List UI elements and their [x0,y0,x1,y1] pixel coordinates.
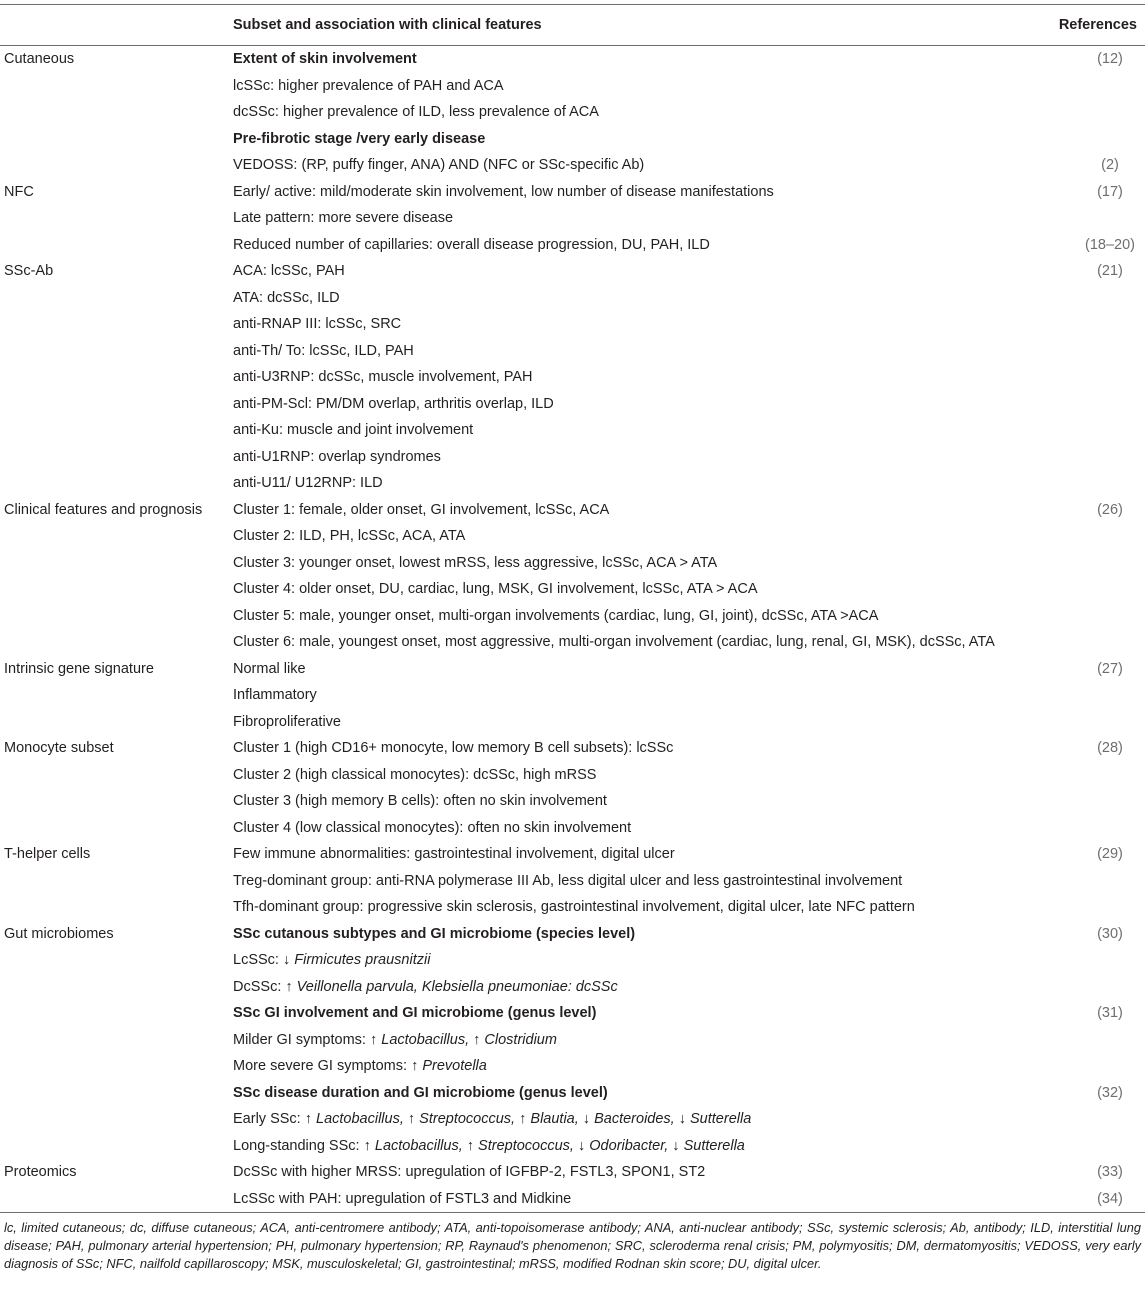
table-row [0,523,1145,550]
table-row [0,391,1145,418]
subset-cell [229,868,1045,895]
table-row [0,73,1145,100]
reference-cell [1045,682,1145,709]
subset-text: Tfh-dominant group: progressive skin sclerosis, gastrointestinal involvement, digital ulcer, late NFC pattern [233,899,915,916]
table-row [0,974,1145,1001]
subset-text: Cluster 1: female, older onset, GI involvement, lcSSc, ACA [233,501,610,518]
category-cell [0,1106,229,1133]
subset-text: Normal like [233,660,306,677]
subset-cell [229,894,1045,921]
category-cell [0,682,229,709]
header-subset: Subset and association with clinical features [229,5,1045,46]
subset-text: ↑ [403,1111,420,1128]
category-cell [0,576,229,603]
subset-text: Few immune abnormalities: gastrointestinal involvement, digital ulcer [233,846,675,863]
category-cell [0,364,229,391]
subset-cell [229,391,1045,418]
table-row [0,470,1145,497]
reference-cell [1045,603,1145,630]
category-cell [0,709,229,736]
subset-cell [229,603,1045,630]
subset-text: Cluster 3: younger onset, lowest mRSS, less aggressive, lcSSc, ACA > ATA [233,554,718,571]
header-row [0,5,1145,46]
category-cell: Gut microbiomes [4,925,114,942]
table-row [0,205,1145,232]
reference-cell [1045,126,1145,153]
subset-text: ACA: lcSSc, PAH [233,263,345,280]
table-row [0,868,1145,895]
table-row [0,841,1145,868]
subset-cell [229,656,1045,683]
category-cell [0,391,229,418]
taxon-text: Odoribacter, [589,1137,669,1154]
subset-cell [229,179,1045,206]
table-row [0,1000,1145,1027]
subset-text: Late pattern: more severe disease [233,210,454,227]
category-cell: Cutaneous [4,51,75,68]
reference-cell [1045,947,1145,974]
category-cell: Proteomics [4,1164,77,1181]
reference-cell: (18–20) [1085,236,1135,253]
reference-cell [1045,1027,1145,1054]
table-row [0,629,1145,656]
reference-cell [1045,364,1145,391]
table-row [0,894,1145,921]
table-row [0,46,1145,73]
subset-text: Early SSc: ↑ [233,1111,316,1128]
subset-text: Treg-dominant group: anti-RNA polymerase III Ab, less digital ulcer and less gastrointestinal involvement [233,872,903,889]
subset-cell [229,99,1045,126]
taxon-text: Clostridium [484,1031,557,1048]
category-cell [0,205,229,232]
reference-cell [1045,550,1145,577]
header-references: References [1045,5,1145,46]
category-cell [0,338,229,365]
reference-cell [1045,1106,1145,1133]
subset-cell [229,815,1045,842]
subset-text: Cluster 4: older onset, DU, cardiac, lung, MSK, GI involvement, lcSSc, ATA > ACA [233,581,758,598]
reference-cell [1045,894,1145,921]
subset-cell [229,152,1045,179]
subset-text: Inflammatory [233,687,317,704]
subset-cell [229,470,1045,497]
reference-cell [1045,285,1145,312]
subset-text: ↓ [573,1137,590,1154]
subset-text: DcSSc with higher MRSS: upregulation of IGFBP-2, FSTL3, SPON1, ST2 [233,1164,706,1181]
subset-cell [229,205,1045,232]
table-row [0,444,1145,471]
subset-text: anti-RNAP III: lcSSc, SRC [233,316,402,333]
reference-cell: (17) [1097,183,1123,200]
taxon-text: Lactobacillus, [316,1111,404,1128]
header-category [0,5,229,46]
category-cell [0,73,229,100]
table-row [0,656,1145,683]
taxon-text: Veillonella parvula, Klebsiella pneumoniae: dcSSc [296,978,618,995]
table-row [0,417,1145,444]
subset-text: anti-U11/ U12RNP: ILD [233,475,383,492]
subset-cell [229,1053,1045,1080]
category-cell: Clinical features and prognosis [4,501,203,518]
subset-text: ↑ [462,1137,479,1154]
category-cell [0,762,229,789]
subheading-text: SSc cutanous subtypes and GI microbiome (species level) [233,925,636,942]
table-row [0,788,1145,815]
table-footnote: lc, limited cutaneous; dc, diffuse cutaneous; ACA, anti-centromere antibody; ATA, anti-topoisomerase antibody; ANA, anti-nuclear antibody; SSc, systemic sclerosis; Ab, antibody; ILD, interstitial lung disease; PAH, pulmonary arterial hypertension; PH, pulmonary hypertension; RP, Raynaud's phenomenon; SRC, scleroderma renal crisis; PM, polymyositis; DM, dermatomyositis; VEDOSS, very early diagnosis of SSc; NFC, nailfold capillaroscopy; MSK, musculoskeletal; GI, gastrointestinal; mRSS, modified Rodnan skin score; DU, digital ulcer. [4,1220,1141,1271]
reference-cell: (31) [1097,1005,1123,1022]
subset-cell [229,1186,1045,1213]
category-cell [0,1053,229,1080]
reference-cell [1045,629,1145,656]
subset-cell [229,735,1045,762]
reference-cell [1045,417,1145,444]
subset-cell [229,497,1045,524]
taxon-text: Lactobacillus, [374,1137,463,1154]
category-cell [0,444,229,471]
reference-cell: (30) [1097,925,1123,942]
subset-text: ↑ [469,1031,485,1048]
subset-text: Cluster 5: male, younger onset, multi-organ involvements (cardiac, lung, GI, joint), dcSSc, ATA >ACA [233,607,879,624]
subset-cell [229,947,1045,974]
subset-text: anti-Ku: muscle and joint involvement [233,422,474,439]
table-row [0,179,1145,206]
subset-text: anti-U1RNP: overlap syndromes [233,448,441,465]
subset-cell [229,444,1045,471]
subset-cell [229,338,1045,365]
table-row [0,285,1145,312]
table-row [0,682,1145,709]
subset-text: Cluster 4 (low classical monocytes): often no skin involvement [233,819,632,836]
reference-cell [1045,868,1145,895]
category-cell [0,894,229,921]
taxon-text: Blautia, [530,1111,579,1128]
table-row [0,1159,1145,1186]
subset-text: anti-PM-Scl: PM/DM overlap, arthritis overlap, ILD [233,395,554,412]
taxon-text: Prevotella [422,1058,487,1075]
subset-cell [229,841,1045,868]
taxon-text: Sutterella [690,1111,752,1128]
reference-cell [1045,99,1145,126]
reference-cell [1045,1133,1145,1160]
subset-cell [229,709,1045,736]
reference-cell: (21) [1097,263,1123,280]
reference-cell [1045,470,1145,497]
table-row [0,497,1145,524]
category-cell [0,417,229,444]
table-row [0,311,1145,338]
category-cell: T-helper cells [4,846,91,863]
subset-text: anti-Th/ To: lcSSc, ILD, PAH [233,342,414,359]
subset-text: More severe GI symptoms: ↑ [233,1058,423,1075]
category-cell [0,1000,229,1027]
table-row [0,232,1145,259]
taxon-text: Lactobacillus, [381,1031,470,1048]
table-row [0,1080,1145,1107]
subset-text: ↓ [578,1111,595,1128]
reference-cell: (33) [1097,1164,1123,1181]
taxon-text: Sutterella [683,1137,745,1154]
category-cell: Monocyte subset [4,740,114,757]
reference-cell: (27) [1097,660,1123,677]
reference-cell [1045,444,1145,471]
table-header [0,5,1145,46]
table-row [0,99,1145,126]
table-row [0,1053,1145,1080]
subset-cell [229,126,1045,153]
table-row [0,1027,1145,1054]
subheading-text: Extent of skin involvement [233,51,417,68]
subset-text: anti-U3RNP: dcSSc, muscle involvement, PAH [233,369,533,386]
subset-text: dcSSc: higher prevalence of ILD, less prevalence of ACA [233,104,599,121]
category-cell [0,1027,229,1054]
table-row [0,1133,1145,1160]
subset-cell [229,311,1045,338]
category-cell [0,152,229,179]
subset-text: ↓ [674,1111,691,1128]
subset-cell [229,285,1045,312]
reference-cell [1045,338,1145,365]
subset-text: LcSSc with PAH: upregulation of FSTL3 and Midkine [233,1190,572,1207]
category-cell [0,550,229,577]
subset-cell [229,258,1045,285]
subset-text: Early/ active: mild/moderate skin involvement, low number of disease manifestations [233,183,774,200]
subset-cell [229,974,1045,1001]
category-cell [0,788,229,815]
reference-cell [1045,974,1145,1001]
subset-text: Cluster 6: male, youngest onset, most aggressive, multi-organ involvement (cardiac, lung, renal, GI, MSK), dcSSc, ATA [233,634,995,651]
category-cell [0,629,229,656]
taxon-text: Firmicutes prausnitzii [294,952,431,969]
table-row [0,1106,1145,1133]
category-cell [0,1186,229,1213]
table-body [0,46,1145,1213]
subset-text: Reduced number of capillaries: overall disease progression, DU, PAH, ILD [233,236,710,253]
table-row [0,576,1145,603]
subset-cell [229,364,1045,391]
category-cell [0,232,229,259]
category-cell [0,523,229,550]
table-row [0,735,1145,762]
table-row [0,364,1145,391]
subset-cell [229,73,1045,100]
category-cell [0,974,229,1001]
category-cell [0,815,229,842]
reference-cell: (28) [1097,740,1123,757]
subset-text: Fibroproliferative [233,713,341,730]
reference-cell [1045,205,1145,232]
reference-cell [1045,815,1145,842]
category-cell [0,311,229,338]
category-cell [0,1080,229,1107]
subheading-text: Pre-fibrotic stage /very early disease [233,130,486,147]
table-row [0,947,1145,974]
subset-cell [229,762,1045,789]
subset-cell [229,46,1045,73]
reference-cell [1045,762,1145,789]
reference-cell [1045,1053,1145,1080]
table-row [0,152,1145,179]
category-cell [0,603,229,630]
table-row [0,550,1145,577]
table-row [0,709,1145,736]
taxon-text: Streptococcus, [419,1111,516,1128]
subset-cell [229,629,1045,656]
reference-cell [1045,73,1145,100]
taxon-text: Streptococcus, [478,1137,574,1154]
category-cell [0,868,229,895]
subset-text: DcSSc: ↑ [233,978,297,995]
subset-cell [229,232,1045,259]
subheading-text: SSc GI involvement and GI microbiome (genus level) [233,1005,597,1022]
subset-text: lcSSc: higher prevalence of PAH and ACA [233,77,504,94]
subset-cell [229,1159,1045,1186]
subset-cell [229,1106,1045,1133]
subset-text: Long-standing SSc: ↑ [233,1137,375,1154]
subset-text: VEDOSS: (RP, puffy finger, ANA) AND (NFC or SSc-specific Ab) [233,157,645,174]
category-cell: SSc-Ab [4,263,54,280]
reference-cell: (2) [1101,157,1119,174]
subset-cell [229,1080,1045,1107]
reference-cell [1045,576,1145,603]
category-cell: Intrinsic gene signature [4,660,154,677]
subset-cell [229,523,1045,550]
table-row [0,921,1145,948]
subset-cell [229,788,1045,815]
category-cell [0,1133,229,1160]
table-row [0,603,1145,630]
subheading-text: SSc disease duration and GI microbiome (genus level) [233,1084,608,1101]
subset-text: ↑ [515,1111,531,1128]
table-row [0,815,1145,842]
reference-cell: (29) [1097,846,1123,863]
subset-cell [229,550,1045,577]
taxon-text: Bacteroides, [594,1111,675,1128]
category-cell [0,947,229,974]
subset-text: Cluster 3 (high memory B cells): often no skin involvement [233,793,607,810]
table-row [0,338,1145,365]
table-row [0,258,1145,285]
subset-cell [229,417,1045,444]
category-cell: NFC [4,183,34,200]
subset-table [0,4,1145,1213]
subset-cell [229,576,1045,603]
reference-cell: (12) [1097,51,1123,68]
reference-cell [1045,709,1145,736]
subset-cell [229,1000,1045,1027]
reference-cell [1045,523,1145,550]
subset-text: ↓ [668,1137,684,1154]
table-row [0,1186,1145,1213]
subset-text: Cluster 2: ILD, PH, lcSSc, ACA, ATA [233,528,466,545]
subset-cell [229,682,1045,709]
reference-cell [1045,311,1145,338]
subset-cell [229,1027,1045,1054]
reference-cell: (26) [1097,501,1123,518]
subset-cell [229,1133,1045,1160]
subset-text: Cluster 2 (high classical monocytes): dcSSc, high mRSS [233,766,597,783]
reference-cell: (34) [1045,1186,1145,1213]
table-row [0,126,1145,153]
subset-cell [229,921,1045,948]
category-cell [0,285,229,312]
table-row [0,762,1145,789]
reference-cell [1045,788,1145,815]
subset-text: LcSSc: ↓ [233,952,295,969]
subset-text: Milder GI symptoms: ↑ [233,1031,382,1048]
reference-cell [1045,391,1145,418]
reference-cell: (32) [1097,1084,1123,1101]
subset-text: Cluster 1 (high CD16+ monocyte, low memory B cell subsets): lcSSc [233,740,674,757]
category-cell [0,470,229,497]
category-cell [0,126,229,153]
subset-text: ATA: dcSSc, ILD [233,289,340,306]
category-cell [0,99,229,126]
